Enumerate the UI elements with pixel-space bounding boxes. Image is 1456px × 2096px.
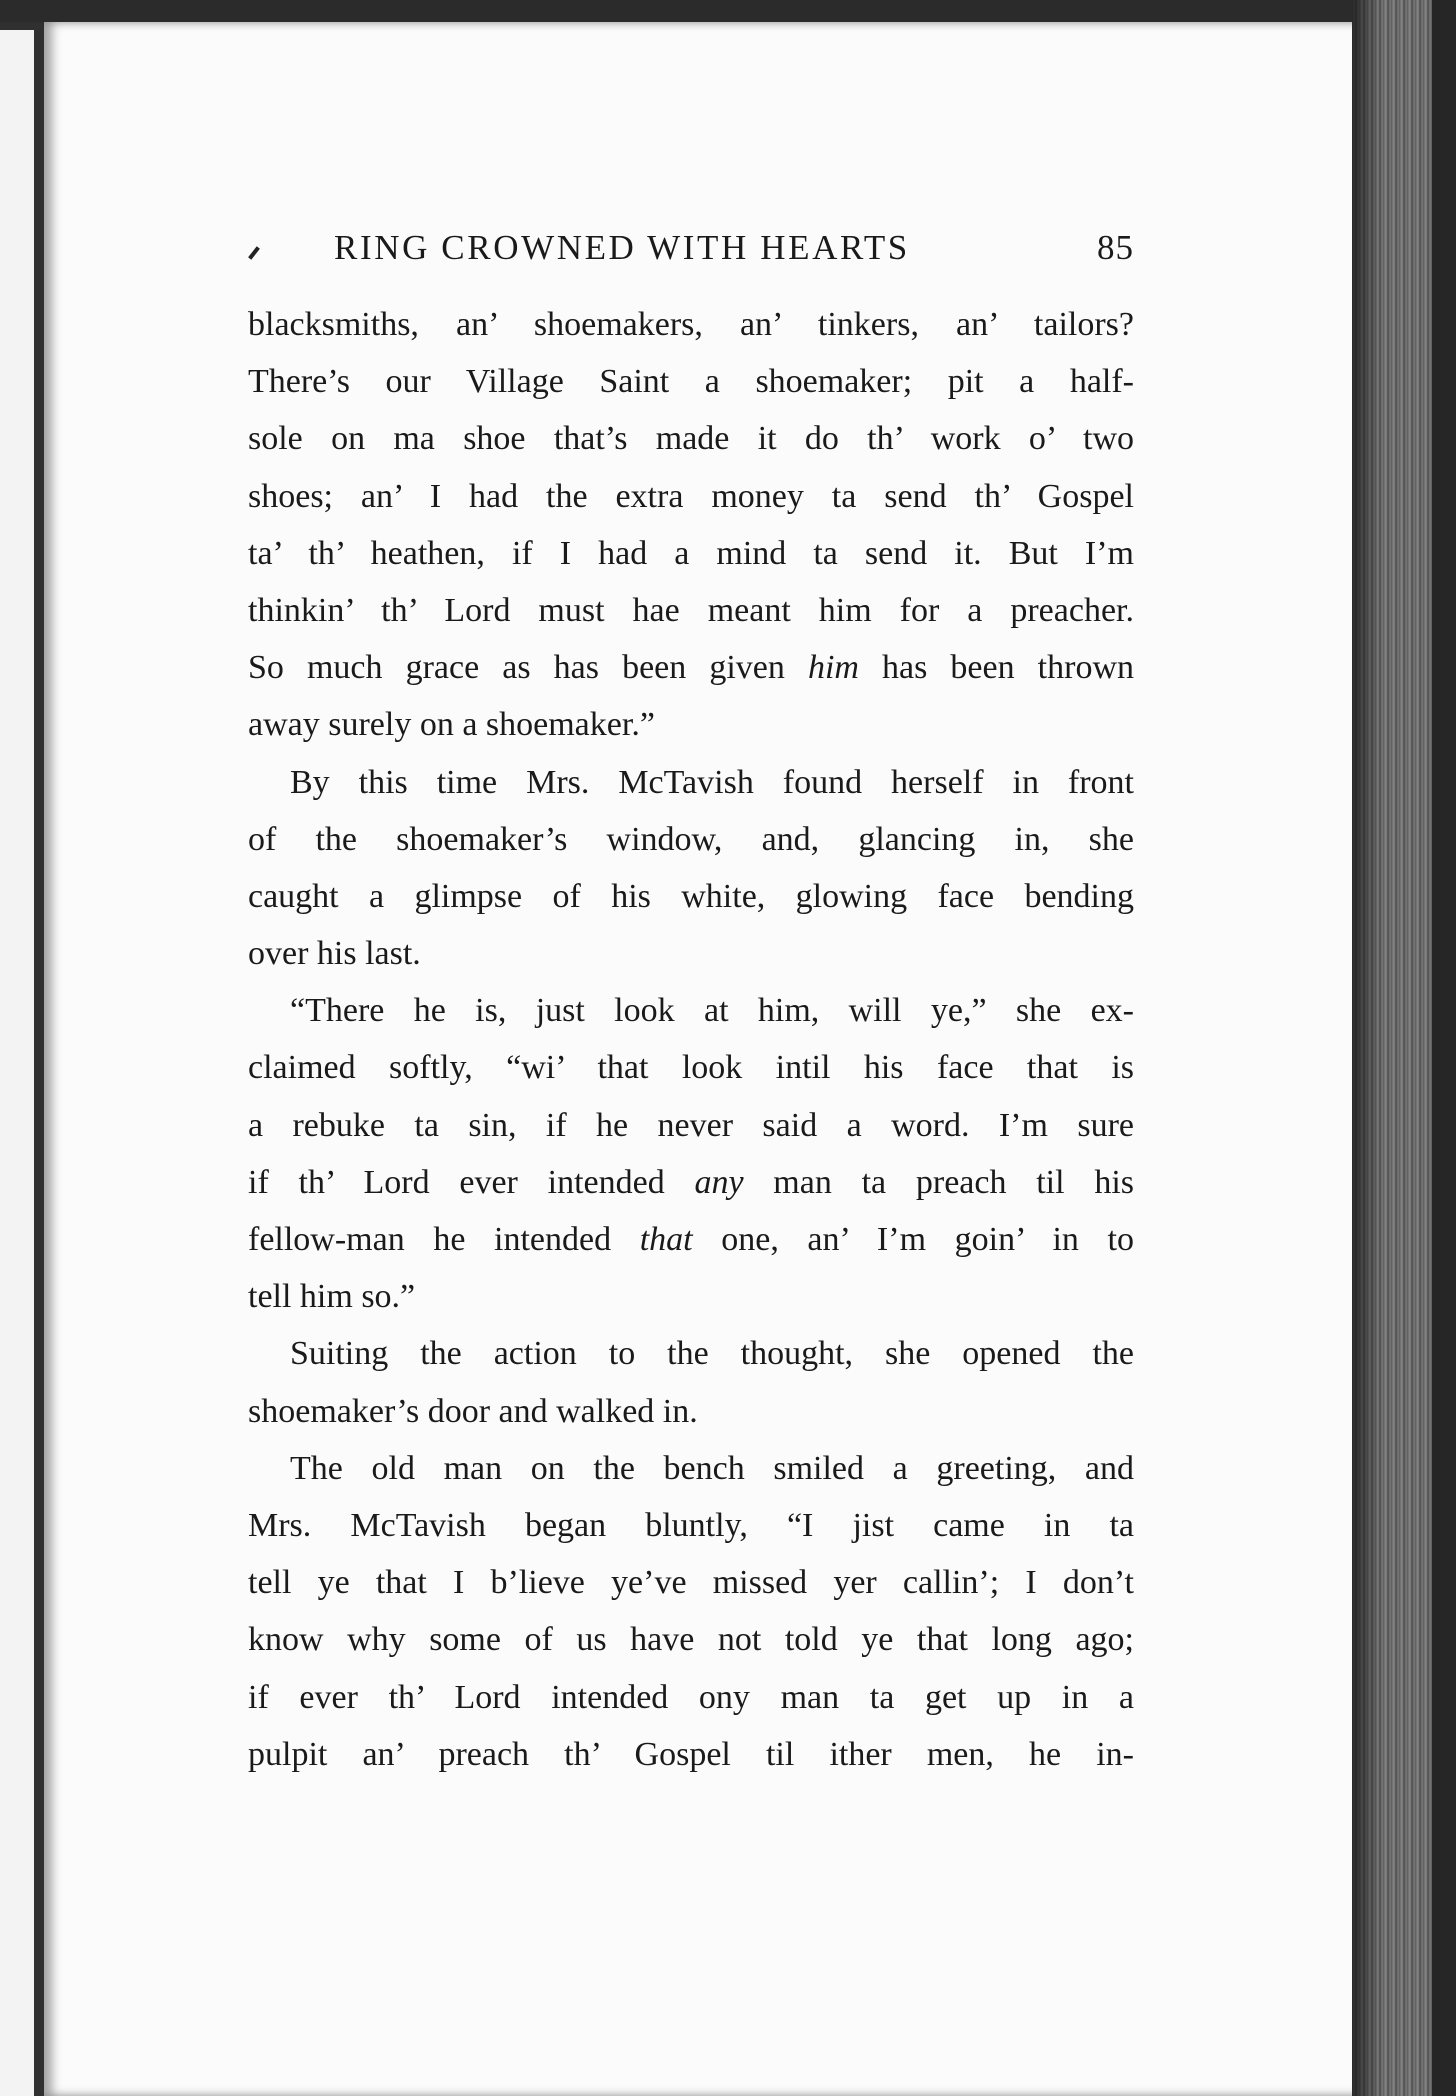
scan-top-border	[0, 0, 1456, 22]
pencil-tick-mark	[248, 246, 260, 259]
text-line: thinkin’ th’ Lord must hae meant him for a preacher.	[248, 591, 1134, 629]
text-line: There’s our Village Saint a shoemaker; pit a half-	[248, 363, 1134, 401]
text-line: of the shoemaker’s window, and, glancing in, she	[248, 820, 1134, 858]
paragraph-start-line: By this time Mrs. McTavish found herself in front	[290, 763, 1134, 801]
body-text	[248, 296, 1134, 1783]
text-line: claimed softly, “wi’ that look intil his face that is	[248, 1049, 1134, 1087]
fore-edge-shadow	[1352, 0, 1382, 2096]
text-line: over his last.	[248, 935, 421, 973]
running-head-title: RING CROWNED WITH HEARTS	[334, 228, 910, 267]
text-span: has been thrown	[858, 649, 1135, 687]
text-line: caught a glimpse of his white, glowing face bending	[248, 877, 1134, 915]
text-line: shoes; an’ I had the extra money ta send th’ Gospel	[248, 477, 1134, 515]
text-line: sole on ma shoe that’s made it do th’ work o’ two	[248, 420, 1134, 458]
text-line: pulpit an’ preach th’ Gospel til ither men, he in-	[248, 1735, 1134, 1773]
italic-word: any	[694, 1163, 744, 1201]
text-span: one, an’ I’m goin’ in to	[692, 1221, 1134, 1258]
page-number: 85	[1097, 228, 1134, 267]
text-line: tell him so.”	[248, 1278, 416, 1316]
text-line: blacksmiths, an’ shoemakers, an’ tinkers, an’ tailors?	[248, 306, 1134, 343]
text-line	[248, 639, 1134, 696]
text-line: away surely on a shoemaker.”	[248, 706, 655, 744]
text-line	[248, 1154, 1134, 1211]
text-line: a rebuke ta sin, if he never said a word. I’m sure	[248, 1106, 1134, 1144]
book-page	[44, 22, 1370, 2096]
paragraph-start-line: Suiting the action to the thought, she opened the	[290, 1335, 1134, 1373]
paragraph-start-line: The old man on the bench smiled a greeting, and	[290, 1449, 1134, 1487]
text-span: fellow-man he intended	[248, 1221, 640, 1258]
facing-page-edge	[0, 30, 34, 2096]
text-line: tell ye that I b’lieve ye’ve missed yer callin’; I don’t	[248, 1564, 1134, 1602]
italic-word: that	[639, 1221, 693, 1258]
italic-word: him	[807, 649, 859, 687]
scan-right-border	[1432, 0, 1456, 2096]
text-block	[248, 224, 1134, 1784]
text-span: So much grace as has been given	[248, 649, 808, 687]
text-line: know why some of us have not told ye that long ago;	[248, 1621, 1134, 1659]
text-line	[248, 1211, 1134, 1268]
text-span: man ta preach til his	[743, 1163, 1134, 1201]
running-head	[248, 224, 1134, 274]
text-span: if th’ Lord ever intended	[248, 1163, 695, 1201]
paragraph-start-line: “There he is, just look at him, will ye,” she ex-	[290, 992, 1134, 1030]
text-line: Mrs. McTavish began bluntly, “I jist came in ta	[248, 1506, 1134, 1544]
text-line: shoemaker’s door and walked in.	[248, 1392, 698, 1430]
text-line: ta’ th’ heathen, if I had a mind ta send it. But I’m	[248, 534, 1134, 572]
text-line: if ever th’ Lord intended ony man ta get up in a	[248, 1678, 1134, 1716]
